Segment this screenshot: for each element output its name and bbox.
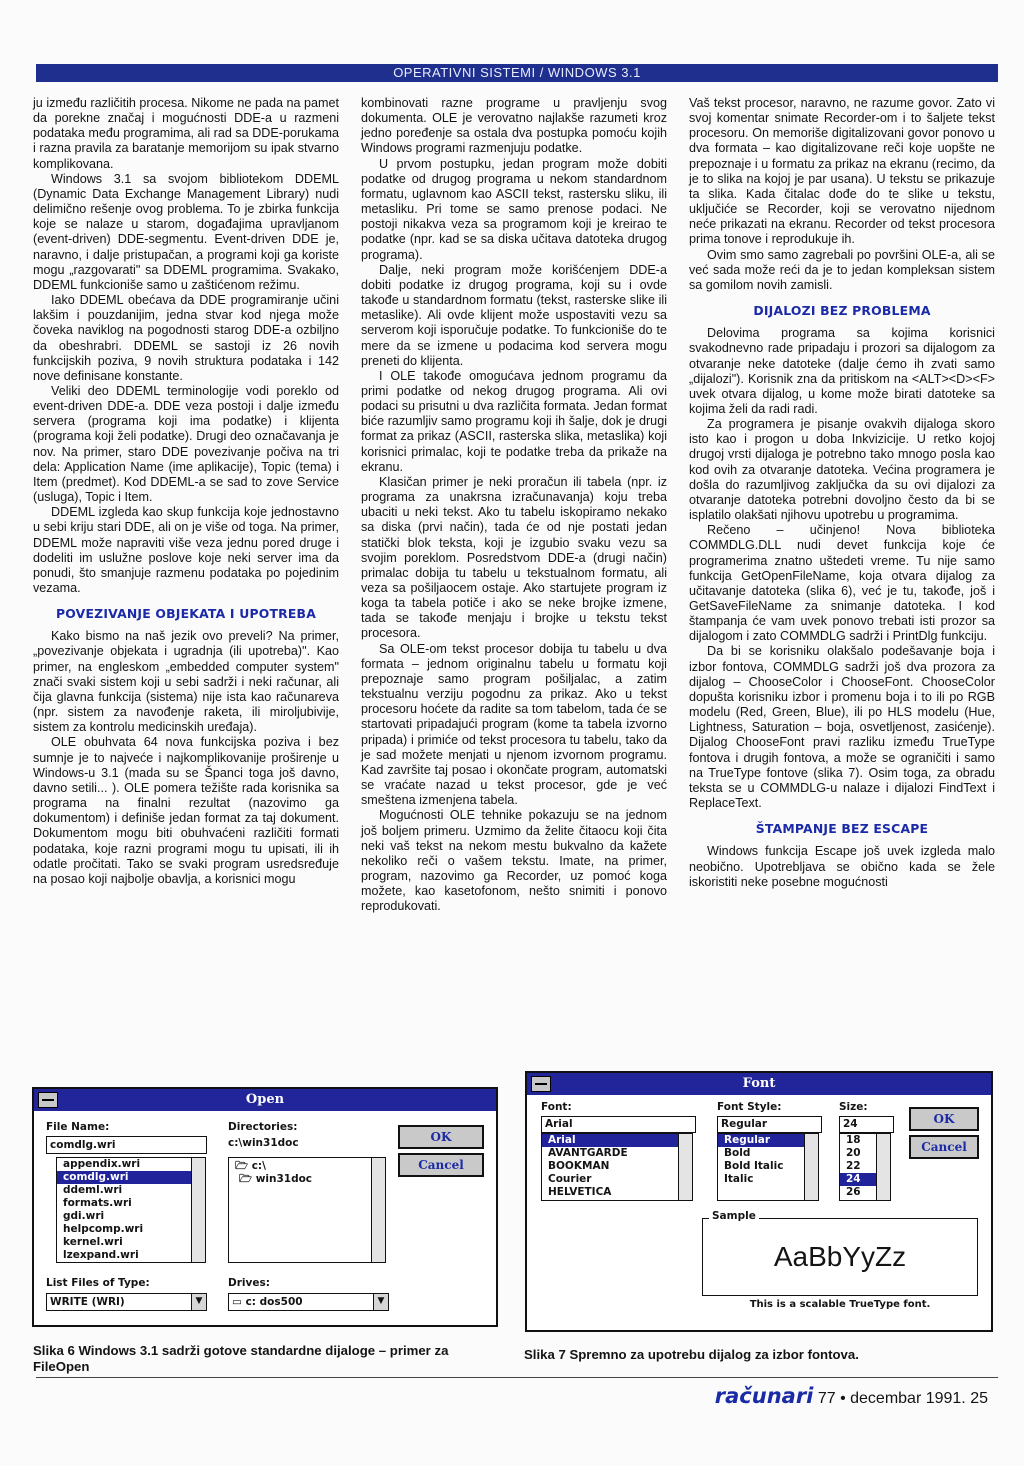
paragraph: OLE obuhvata 64 nova funkcijska poziva i bez sumnje je to najveće i najkomplikovanije proširenje u Windows-u 3.1 (mada su se Španci toga još davno, davno setili... ). OLE pomera težište rada korisnika sa programa na finalni rezultat (nazovimo ga dokumentom) i definiše jedan format za taj dokument. Dokumentom mogu biti obuhvaćeni različiti formati podataka, koje razni programi mogu tu upisati, ili ih odatle pročitati. Tako se svaki program usredsređuje na posao koji najbolje obavlja, a korisnici mogu <box>33 735 339 886</box>
drives-label: Drives: <box>228 1277 270 1289</box>
paragraph: I OLE takođe omogućava jednom programu da primi podatke od nekog drugog programa. Ali ovi podaci su prisutni u dva različita formata. Jedan format biće razumljiv samo programu koji ih šalje, dok je drugi format za prikaz (ASCII, rasterska slika, metaslika) koji korisnici primalac, koji te podatke treba da prikaže na ekranu. <box>361 368 667 474</box>
file-list[interactable] <box>56 1157 206 1263</box>
font-style-label: Font Style: <box>717 1101 782 1113</box>
column-2 <box>361 96 667 914</box>
paragraph: DDEML izgleda kao skup funkcija koje jednostavno u sebi kriju stari DDE, ali on je više od toga. Na primer, DDEML može napraviti više veza jednu pored druge i dodeliti im uslužne poslove koje neki server ima da ponudi, što smanjuje razmenu podataka po pojedinim vezama. <box>33 505 339 595</box>
paragraph: Dalje, neki program može korišćenjem DDE-a dobiti podatke iz drugog programa, koji su i ovde takođe u standardnom formatu (tekst, rasterske slike ili metaslike). Ali ovde klijent može uspostaviti vezu sa serverom koji isporučuje podatke. To funkcioniše do te mere da se izmene u podacima kod servera mogu preneti do klijenta. <box>361 262 667 368</box>
scrollbar[interactable] <box>876 1134 890 1200</box>
section-heading: DIJALOZI BEZ PROBLEMA <box>753 303 931 319</box>
list-item[interactable]: AVANTGARDE <box>548 1147 628 1159</box>
font-dialog-titlebar <box>527 1073 991 1095</box>
drives-select[interactable]: ▭ c: dos500 ▼ <box>228 1293 389 1311</box>
list-item[interactable]: helpcomp.wri <box>63 1223 144 1235</box>
paragraph: Vaš tekst procesor, naravno, ne razume govor. Zato vi svoj komentar snimate Recorder-om i to šaljete tekst procesoru. On memoriše digitalizovani govor ponovo u dva formata – kao digitalizovane reči koje uopšte ne prepoznaje i u formatu za prikaz na ekranu (recimo, da je to slika na kojoj je par usana). U tekstu se prikazuje ta slika. Kada čitalac dođe do te slike u tekstu, uključiće se Recorder, koji se verovatno nijednom neće prikazati na ekranu. Recorder od tekst procesora prima tonove i reprodukuje ih. <box>689 96 995 247</box>
magazine-brand: računari <box>714 1384 814 1408</box>
list-item[interactable]: Arial <box>542 1134 692 1147</box>
font-input[interactable]: Arial <box>541 1116 696 1133</box>
sample-text: AaBbYyZz <box>773 1241 907 1272</box>
list-item[interactable]: Regular <box>718 1134 818 1147</box>
paragraph: Ovim smo samo zagrebali po površini OLE-a, ali se već sada može reći da je to jedan kompleksan sistem sa gomilom novih zamisli. <box>689 247 995 292</box>
open-dialog-titlebar <box>34 1089 496 1111</box>
ok-button[interactable]: OK <box>909 1107 979 1131</box>
issue-info: 77 • decembar 1991. 25 <box>817 1390 988 1407</box>
font-dialog <box>525 1071 993 1332</box>
figure-6-caption: Slika 6 Windows 3.1 sadrži gotove standardne dijaloge – primer za FileOpen <box>33 1343 449 1374</box>
paragraph: kombinovati razne programe u pravljenju svog dokumenta. OLE je verovatno najlakše razumeti kroz jedno poređenje sa ostala dva postupka pomoću kojih Windows programi razmenjuju podatke. <box>361 96 667 156</box>
paragraph: Da bi se korisniku olakšalo podešavanje boja i izbor fontova, COMMDLG sadrži još dva prozora za dijalog – ChooseColor i ChooseFont. ChooseColor dopušta korisniku izbor i promenu boja i to ili po RGB modelu (Red, Green, Blue), ili po HLS modelu (Hue, Lightness, Saturation – boja, osvetljenost, zasićenje). Dijalog ChooseFont pravi razliku između TrueType fontova i drugih fontova, a može se ograničiti i samo na TrueType fontove (slika 7). Osim toga, za obradu teksta se u COMMDLG-u nalaze i dijalozi FindText i ReplaceText. <box>689 644 995 811</box>
scrollbar[interactable] <box>678 1134 692 1200</box>
open-dialog <box>32 1087 498 1327</box>
font-label: Font: <box>541 1101 572 1113</box>
scrollbar[interactable] <box>371 1158 385 1262</box>
folder-open-icon: 🗁 <box>239 1173 256 1185</box>
chevron-down-icon[interactable]: ▼ <box>373 1294 388 1310</box>
paragraph: U prvom postupku, jedan program može dobiti podatke od drugog programa u nekom standardnom formatu, uglavnom kao ASCII tekst, rastersku sliku, ili metasliku. Pri tome se samo prenose podaci. Ne postoji nikakva veza sa programom koji je kreirao te podatke (npr. kad se sa diska učitava datoteka drugog programa). <box>361 156 667 262</box>
size-list[interactable] <box>839 1133 891 1201</box>
font-list[interactable] <box>541 1133 693 1201</box>
paragraph: Kako bismo na naš jezik ovo preveli? Na primer, „povezivanje objekata i ugradnja (ili upotreba)". Kao primer, na engleskom „embedded computer system" znači svaki sistem koji u sebi sadrži i neki računar, ali čija glavna funkcija (sistema) nije ista kao računareva (npr. sistem za navođenje raketa, ili miroljubivije, sistem za kontrolu medicinskih uređaja). <box>33 629 339 735</box>
list-item[interactable]: comdlg.wri <box>57 1171 205 1184</box>
column-1 <box>33 96 339 887</box>
paragraph: Za programera je pisanje ovakvih dijaloga skoro isto kao i progon u doba Inkvizicije. U retko kojoj drugoj vrsti dijaloga je potrebno tako mnogo posla kao kod ovih za otvaranje datoteka. Većina programera je došla do razumljivog zaključka da su ovi dijalozi za otvaranje datoteka potrebni dovoljno često da bi se isplatilo olakšati njihovu upotrebu u programima. <box>689 417 995 523</box>
chevron-down-icon[interactable]: ▼ <box>191 1294 206 1310</box>
list-item[interactable]: gdi.wri <box>63 1210 105 1222</box>
list-type-label: List Files of Type: <box>46 1277 150 1289</box>
paragraph: Windows 3.1 sa svojom bibliotekom DDEML (Dynamic Data Exchange Management Library) nudi delimično rešenje ovog problema. To je zbirka funkcija koje se nalaze u starom, događajima upravljanom (event-driven) DDE-segmentu. Event-driven DDE je, naravno, i dalje pristupačan, a programi koji ga koriste mogu „razgovarati" sa DDEML programima. Svakako, DDEML funkcioniše samo u zaštićenom režimu. <box>33 171 339 292</box>
paragraph: ju između različitih procesa. Nikome ne pada na pamet da porekne značaj i mogućnosti DDE-a u razmeni podataka među programima, ali rad sa DDE-porukama i razna pravila za baratanje memorijom su ipak stvarno komplikovana. <box>33 96 339 171</box>
column-3 <box>689 96 995 890</box>
list-item[interactable]: kernel.wri <box>63 1236 123 1248</box>
paragraph: Rečeno – učinjeno! Nova biblioteka COMMDLG.DLL nudi devet funkcija koje će programerima znatno uštedeti vreme. Tu nije samo funkcija GetOpenFileName, koja otvara dijalog za učitavanje datoteka (slika 6), već je tu, takođe, još i GetSaveFileName za snimanje datoteka. I kod štampanja će vam uvek ponovo trebati isti prozor sa dijalogom i zato COMMDLG sadrži i PrintDlg funkciju. <box>689 523 995 644</box>
drive-icon: ▭ <box>232 1296 246 1308</box>
sample-box <box>702 1210 978 1296</box>
figure-7-caption: Slika 7 Spremno za upotrebu dijalog za izbor fontova. <box>524 1347 859 1362</box>
size-input[interactable]: 24 <box>839 1116 894 1133</box>
list-item[interactable]: 24 <box>840 1173 890 1186</box>
font-style-list[interactable] <box>717 1133 819 1201</box>
list-item[interactable]: 26 <box>846 1186 861 1198</box>
footer-divider <box>36 1377 998 1378</box>
list-item[interactable]: 🗁 c:\ <box>235 1160 266 1172</box>
cancel-button[interactable]: Cancel <box>398 1153 484 1177</box>
folder-open-icon: 🗁 <box>235 1160 252 1172</box>
list-item[interactable]: 🗁 win31doc <box>239 1173 313 1185</box>
section-heading: POVEZIVANJE OBJEKATA I UPOTREBA <box>56 606 316 622</box>
file-name-label: File Name: <box>46 1121 110 1133</box>
cancel-button[interactable]: Cancel <box>909 1135 979 1159</box>
list-item[interactable]: Bold Italic <box>724 1160 784 1172</box>
list-item[interactable]: lzexpand.wri <box>63 1249 139 1261</box>
dialog-title: Open <box>245 1092 285 1107</box>
list-item[interactable]: Courier <box>548 1173 592 1185</box>
list-item[interactable]: 20 <box>846 1147 861 1159</box>
list-item[interactable]: appendix.wri <box>63 1158 141 1170</box>
file-name-input[interactable]: comdlg.wri <box>46 1136 207 1154</box>
paragraph: Sa OLE-om tekst procesor dobija tu tabelu u dva formata – jednom originalnu tabelu u formatu koji prepoznaje samo program pošiljalac, a zatim tekstualnu verziju pogodnu za prikaz. Ako u tekst procesoru hoćete da radite sa tom tabelom, tada će se startovati pripadajući program (kome ta tabela izvorno pripada) i primiće od tekst procesora tu tabelu, tako da je sad možete menjati u njenom izvornom programu. Kad završite taj posao i okončate program, automatski se vraćate nazad u tekst procesor, gde je već smeštena izmenjena tabela. <box>361 641 667 808</box>
scrollbar[interactable] <box>804 1134 818 1200</box>
file-type-select[interactable]: WRITE (WRI) ▼ <box>46 1293 207 1311</box>
list-item[interactable]: Italic <box>724 1173 754 1185</box>
paragraph: Iako DDEML obećava da DDE programiranje učini lakšim i pouzdanijim, jedna stvar kod njega može čoveka naviklog na pogodnosti starog DDE-a ozbiljno da obeshrabri. DDEML se sastoji iz 26 novih funkcijskih poziva, 9 novih struktura podataka i 142 nove definisane konstante. <box>33 293 339 383</box>
system-menu-icon[interactable] <box>38 1092 58 1108</box>
directory-list[interactable] <box>228 1157 386 1263</box>
paragraph: Veliki deo DDEML terminologije vodi poreklo od event-driven DDE-a. DDE veza postoji i dalje između servera (programa koji ima podatke) i klijenta (programa koji želi podatke). Drugi deo označavanja je nov. Na primer, staro DDE povezivanje počiva na tri dela: Application Name (ime aplikacije), Topic (tema) i Item (predmet). Kod DDEML-a se sad to zove Service (usluga), Topic i Item. <box>33 383 339 505</box>
list-item[interactable]: 18 <box>846 1134 861 1146</box>
truetype-note: This is a scalable TrueType font. <box>749 1299 931 1310</box>
paragraph: Delovima programa sa kojima korisnici svakodnevno rade pripadaju i prozori sa dijalogom za otvaranje neke datoteke (dalje ćemo ih zvati samo „dijalozi"). Korisnik zna da pritiskom na <ALT><D><F> uvek otvara dijalog, u kome može birati datoteke sa kojima želi da radi radi. <box>689 326 995 416</box>
ok-button[interactable]: OK <box>398 1125 484 1149</box>
section-header-bar: OPERATIVNI SISTEMI / WINDOWS 3.1 <box>36 64 998 82</box>
dialog-title: Font <box>742 1076 776 1091</box>
scrollbar[interactable] <box>191 1158 205 1262</box>
paragraph: Klasičan primer je neki proračun ili tabela (npr. iz programa za unakrsna izračunavanja) koju treba ubaciti u neki tekst. Ako tu tabelu iskopiramo nekako sa diska (prvi način), tada će od nje postati jedan statički blok teksta, koji je izgubio svaku vezu sa svojim poreklom. Posredstvom DDE-a (drugi način) primalac dobija tu tabelu u tekstualnom formatu, ali veza sa pošiljaocem ostaje. Ako startujete program iz koga ta tabela potiče i ako se neke brojke izmene, tada se takođe menjaju i brojke u tekstu tekst procesora. <box>361 474 667 641</box>
directories-path: c:\win31doc <box>228 1137 299 1149</box>
size-label: Size: <box>839 1101 868 1113</box>
page-footer <box>715 1384 988 1408</box>
paragraph: Windows funkcija Escape još uvek izgleda malo neobično. Upotrebljava se obično kada se žele iskoristiti neke posebne mogućnosti <box>689 844 995 889</box>
font-style-input[interactable]: Regular <box>717 1116 822 1133</box>
list-item[interactable]: BOOKMAN <box>548 1160 610 1172</box>
system-menu-icon[interactable] <box>531 1076 551 1092</box>
paragraph: Mogućnosti OLE tehnike pokazuju se na jednom još boljem primeru. Uzmimo da želite čitaocu koji čita neki vaš tekst na nekom mestu bukvalno da kažete nekoliko reči o vašem tekstu. Imate, na primer, program, nazovimo ga Recorder, uz pomoć koga možete, kao kasetofonom, nešto snimiti i ponovo reprodukovati. <box>361 808 667 914</box>
list-item[interactable]: formats.wri <box>63 1197 132 1209</box>
list-item[interactable]: ddeml.wri <box>63 1184 123 1196</box>
directories-label: Directories: <box>228 1121 298 1133</box>
list-item[interactable]: HELVETICA <box>548 1186 612 1198</box>
list-item[interactable]: Bold <box>724 1147 751 1159</box>
section-heading: ŠTAMPANJE BEZ ESCAPE <box>755 821 929 837</box>
list-item[interactable]: 22 <box>846 1160 861 1172</box>
sample-label: Sample <box>709 1210 759 1222</box>
